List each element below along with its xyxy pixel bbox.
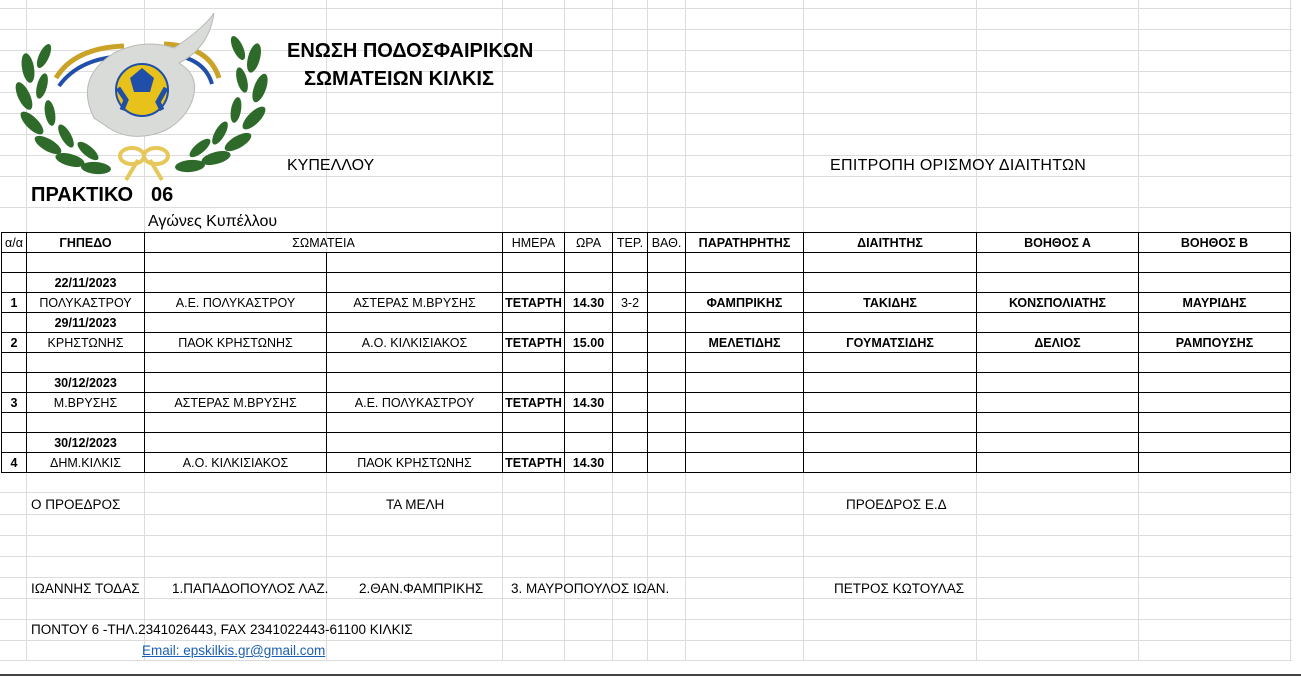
match-time: 14.30 (565, 393, 613, 413)
assistant-a (977, 453, 1139, 473)
assistant-a: ΔΕΛΙΟΣ (977, 333, 1139, 353)
org-title-line1: ΕΝΩΣΗ ΠΟΔΟΣΦΑΙΡΙΚΩΝ (287, 40, 534, 62)
email-link[interactable]: Email: epskilkis.gr@gmail.com (142, 643, 326, 658)
match-score (613, 453, 648, 473)
gridline (0, 660, 1292, 661)
cup-label: ΚΥΠΕΛΛΟΥ (287, 157, 375, 174)
match-day: ΤΕΤΑΡΤΗ (503, 293, 565, 313)
minutes-title (31, 184, 173, 207)
member-1-name: 1.ΠΑΠΑΔΟΠΟΥΛΟΣ ΛΑΖ. (172, 581, 329, 596)
member-3-name: 3. ΜΑΥΡΟΠΟΥΛΟΣ ΙΩΑΝ. (511, 581, 670, 596)
match-grade (648, 333, 686, 353)
gridline (0, 535, 1292, 536)
table-row (2, 453, 1291, 473)
date-row (2, 373, 1291, 393)
referee: ΤΑΚΙΔΗΣ (804, 293, 977, 313)
gridline (0, 514, 1292, 515)
match-score (613, 333, 648, 353)
match-day: ΤΕΤΑΡΤΗ (503, 393, 565, 413)
minutes-number: 06 (151, 184, 174, 206)
assistant-b: ΡΑΜΠΟΥΣΗΣ (1139, 333, 1291, 353)
committee-label: ΕΠΙΤΡΟΠΗ ΟΡΙΣΜΟΥ ΔΙΑΙΤΗΤΩΝ (830, 157, 1087, 174)
president-name: ΙΩΑΝΝΗΣ ΤΟΔΑΣ (31, 581, 140, 596)
match-number: 3 (2, 393, 27, 413)
venue: ΠΟΛΥΚΑΣΤΡΟΥ (27, 293, 145, 313)
venue: ΚΡΗΣΤΩΝΗΣ (27, 333, 145, 353)
column-header: ΩΡΑ (565, 233, 613, 253)
referee: ΓΟΥΜΑΤΣΙΔΗΣ (804, 333, 977, 353)
gridline (0, 556, 1292, 557)
contact-address: ΠΟΝΤΟΥ 6 -ΤΗΛ.2341026443, FAX 2341022443-61100 ΚΙΛΚΙΣ (31, 622, 413, 637)
date-row (2, 313, 1291, 333)
match-number: 2 (2, 333, 27, 353)
away-team: ΠΑΟΚ ΚΡΗΣΤΩΝΗΣ (327, 453, 503, 473)
match-day: ΤΕΤΑΡΤΗ (503, 453, 565, 473)
observer (686, 453, 804, 473)
minutes-label: ΠΡΑΚΤΙΚΟ (31, 184, 134, 206)
empty-row (2, 253, 1291, 273)
match-date: 30/12/2023 (27, 433, 145, 453)
subtitle: Αγώνες Κυπέλλου (148, 213, 278, 230)
match-date: 30/12/2023 (27, 373, 145, 393)
assistant-b (1139, 453, 1291, 473)
venue: Μ.ΒΡΥΣΗΣ (27, 393, 145, 413)
away-team: Α.Ε. ΠΟΛΥΚΑΣΤΡΟΥ (327, 393, 503, 413)
home-team: Α.Ο. ΚΙΛΚΙΣΙΑΚΟΣ (145, 453, 327, 473)
column-header: ΠΑΡΑΤΗΡΗΤΗΣ (686, 233, 804, 253)
date-row (2, 433, 1291, 453)
column-header: ΒΟΗΘΟΣ Α (977, 233, 1139, 253)
observer: ΜΕΛΕΤΙΔΗΣ (686, 333, 804, 353)
match-grade (648, 393, 686, 413)
committee-president-name: ΠΕΤΡΟΣ ΚΩΤΟΥΛΑΣ (834, 581, 965, 596)
referee (804, 453, 977, 473)
home-team: ΑΣΤΕΡΑΣ Μ.ΒΡΥΣΗΣ (145, 393, 327, 413)
committee-president-label: ΠΡΟΕΔΡΟΣ Ε.Δ (846, 497, 947, 512)
match-score: 3-2 (613, 293, 648, 313)
gridline (0, 492, 1292, 493)
empty-row (2, 353, 1291, 373)
column-header: ΔΙΑΙΤΗΤΗΣ (804, 233, 977, 253)
gridline (0, 577, 1292, 578)
table-row (2, 333, 1291, 353)
president-label: Ο ΠΡΟΕΔΡΟΣ (31, 497, 121, 512)
column-header: ΤΕΡ. (613, 233, 648, 253)
observer (686, 393, 804, 413)
match-number: 1 (2, 293, 27, 313)
date-row (2, 273, 1291, 293)
empty-row (2, 413, 1291, 433)
gridline (0, 207, 1292, 208)
match-time: 15.00 (565, 333, 613, 353)
table-row (2, 393, 1291, 413)
match-grade (648, 293, 686, 313)
match-score (613, 393, 648, 413)
column-header: α/α (2, 233, 27, 253)
match-grade (648, 453, 686, 473)
match-time: 14.30 (565, 453, 613, 473)
column-header: ΗΜΕΡΑ (503, 233, 565, 253)
assistant-b: ΜΑΥΡΙΔΗΣ (1139, 293, 1291, 313)
assistant-a (977, 393, 1139, 413)
members-label: ΤΑ ΜΕΛΗ (386, 497, 445, 512)
match-day: ΤΕΤΑΡΤΗ (503, 333, 565, 353)
away-team: ΑΣΤΕΡΑΣ Μ.ΒΡΥΣΗΣ (327, 293, 503, 313)
match-time: 14.30 (565, 293, 613, 313)
match-date: 29/11/2023 (27, 313, 145, 333)
gridline (0, 598, 1292, 599)
column-header: ΣΩΜΑΤΕΙΑ (145, 233, 503, 253)
table-header-row (2, 233, 1291, 253)
observer: ΦΑΜΠΡΙΚΗΣ (686, 293, 804, 313)
gridline (0, 640, 1292, 641)
column-header: ΒΑΘ. (648, 233, 686, 253)
venue: ΔΗΜ.ΚΙΛΚΙΣ (27, 453, 145, 473)
column-header: ΒΟΗΘΟΣ Β (1139, 233, 1291, 253)
dove-football-laurel-logo (14, 8, 274, 188)
table-row (2, 293, 1291, 313)
bottom-divider (0, 674, 1301, 676)
referee (804, 393, 977, 413)
home-team: Α.Ε. ΠΟΛΥΚΑΣΤΡΟΥ (145, 293, 327, 313)
match-number: 4 (2, 453, 27, 473)
org-title-line2: ΣΩΜΑΤΕΙΩΝ ΚΙΛΚΙΣ (304, 68, 494, 90)
assistant-b (1139, 393, 1291, 413)
column-header: ΓΗΠΕΔΟ (27, 233, 145, 253)
match-date: 22/11/2023 (27, 273, 145, 293)
home-team: ΠΑΟΚ ΚΡΗΣΤΩΝΗΣ (145, 333, 327, 353)
fixtures-table (1, 232, 1291, 473)
member-2-name: 2.ΘΑΝ.ΦΑΜΠΡΙΚΗΣ (359, 581, 484, 596)
away-team: Α.Ο. ΚΙΛΚΙΣΙΑΚΟΣ (327, 333, 503, 353)
gridline (0, 619, 1292, 620)
assistant-a: ΚΟΝΣΠΟΛΙΑΤΗΣ (977, 293, 1139, 313)
